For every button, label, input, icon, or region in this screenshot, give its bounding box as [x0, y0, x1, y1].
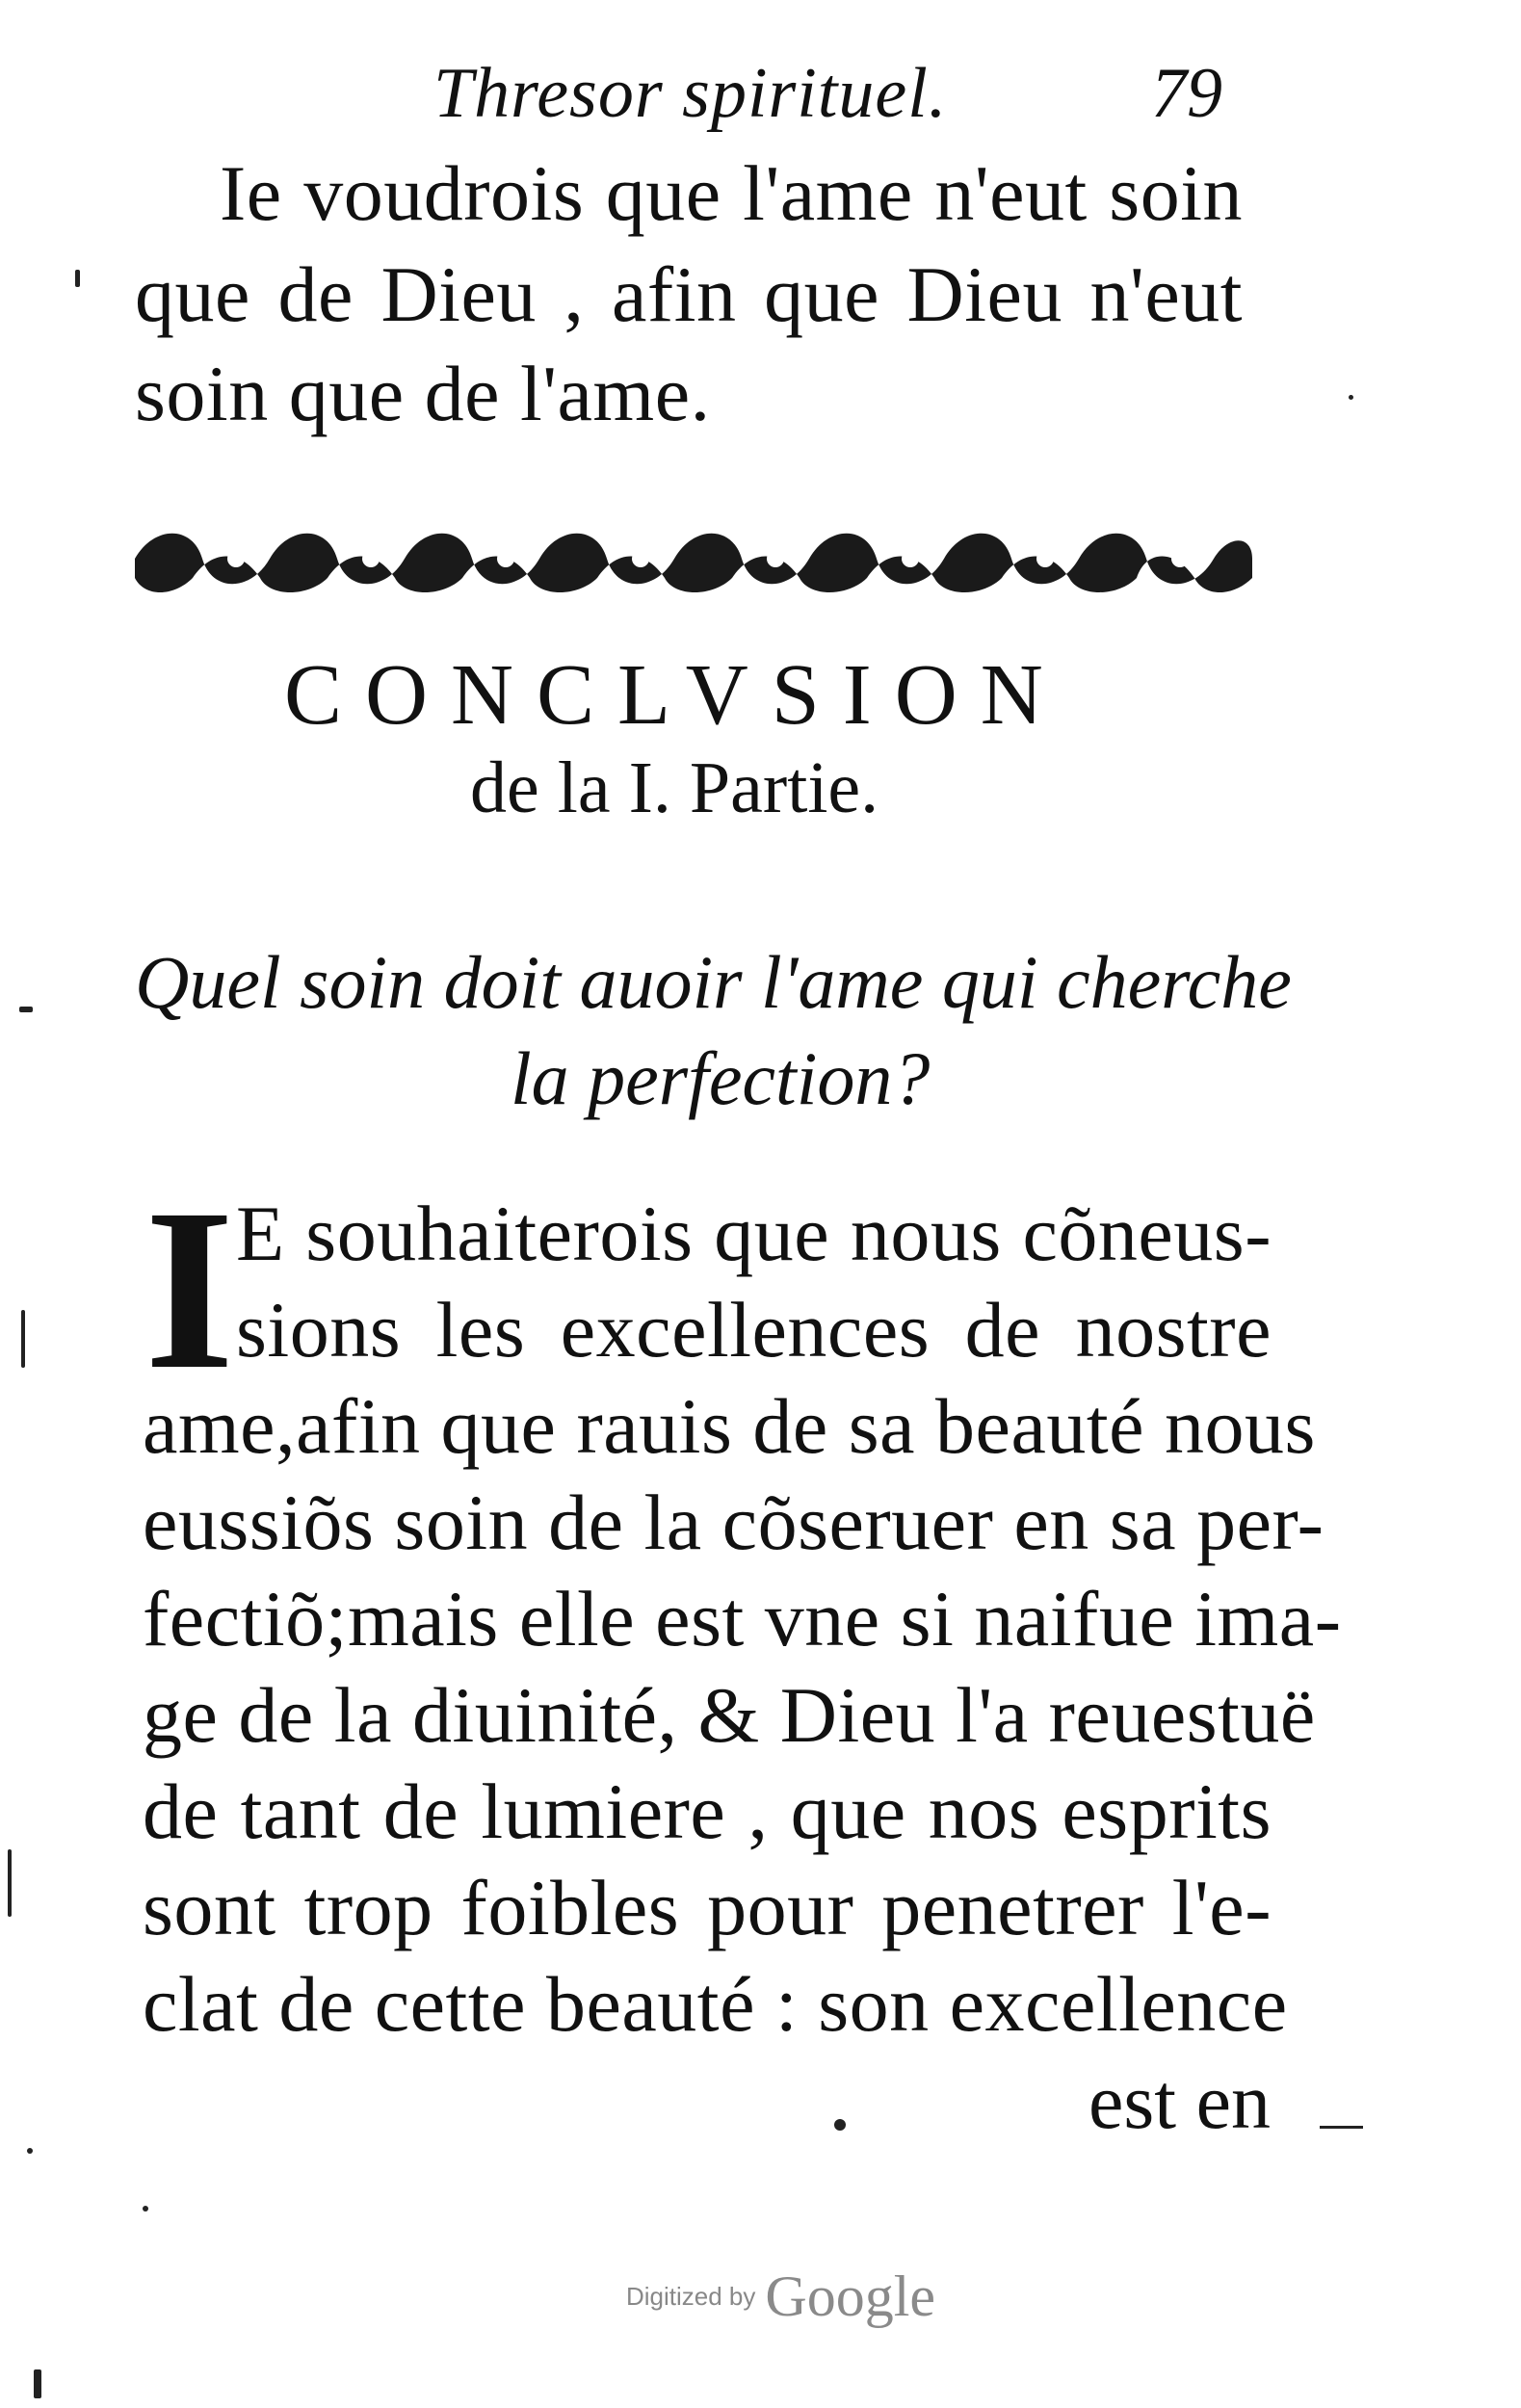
scan-rule: [1320, 2126, 1363, 2129]
body-line: ame,afin que rauis de sa beauté nous: [143, 1382, 1316, 1470]
body-line: clat de cette beauté : son excellence: [143, 1960, 1288, 2048]
margin-mark: [8, 1849, 12, 1917]
margin-mark: [19, 1007, 33, 1012]
digitized-watermark: [626, 2264, 935, 2330]
page-number: 79: [1151, 54, 1222, 133]
body-line: ge de la diuinité, & Dieu l'a reuestuë: [143, 1671, 1316, 1759]
question-line: Quel soin doit auoir l'ame qui cherche: [135, 940, 1292, 1024]
top-paragraph-line: que de Dieu , afin que Dieu n'eut: [135, 250, 1243, 338]
top-paragraph-line: Ie voudrois que l'ame n'eut soin: [220, 149, 1243, 237]
body-line: fectiõ;mais elle est vne si naifue ima-: [143, 1575, 1342, 1662]
section-subheading: de la I. Partie.: [470, 747, 879, 828]
margin-mark: [34, 2369, 41, 2398]
body-line: de tant de lumiere , que nos esprits: [143, 1767, 1272, 1855]
scan-speck: [834, 2119, 846, 2131]
drop-cap: I: [144, 1161, 235, 1417]
ornamental-band: [135, 520, 1252, 597]
running-title: Thresor spirituel.: [433, 54, 948, 133]
scan-speck: [27, 2148, 33, 2154]
scan-speck: [1349, 395, 1353, 400]
body-line: eussiõs soin de la cõseruer en sa per-: [143, 1479, 1324, 1566]
digitized-by-text: Digitized by: [626, 2282, 756, 2311]
question-line: la perfection?: [511, 1036, 931, 1120]
catchword: est en: [1088, 2057, 1271, 2145]
body-line: E souhaiterois que nous cõneus-: [236, 1190, 1272, 1277]
scan-speck: [143, 2206, 148, 2212]
margin-mark: [75, 270, 80, 287]
top-paragraph-line: soin que de l'ame.: [135, 350, 711, 437]
body-line: sions les excellences de nostre: [236, 1286, 1272, 1374]
section-heading: CONCLVSION: [284, 647, 1066, 743]
margin-mark: [21, 1310, 25, 1368]
body-line: sont trop foibles pour penetrer l'e-: [143, 1864, 1272, 1951]
google-wordmark: Google: [765, 2264, 936, 2328]
